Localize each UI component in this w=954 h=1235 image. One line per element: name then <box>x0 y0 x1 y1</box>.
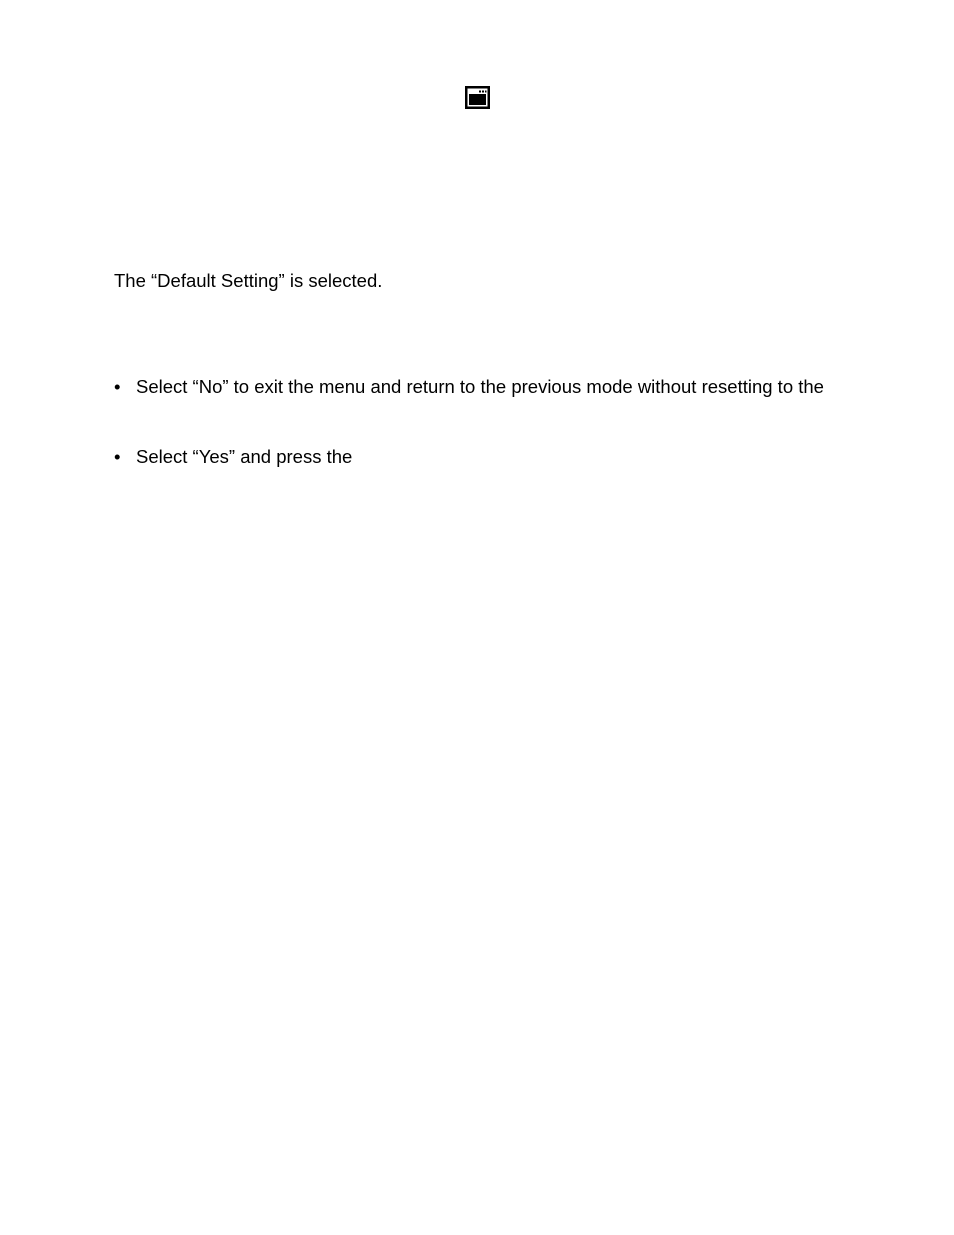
bullet-marker: • <box>114 446 121 467</box>
bullet-marker: • <box>114 376 121 397</box>
list-item-text: Select “No” to exit the menu and return to the previous mode without resetting to the <box>136 376 824 397</box>
list-item-text: Select “Yes” and press the <box>136 446 353 467</box>
window-icon <box>465 86 490 109</box>
body-paragraph: The “Default Setting” is selected. <box>114 270 383 291</box>
